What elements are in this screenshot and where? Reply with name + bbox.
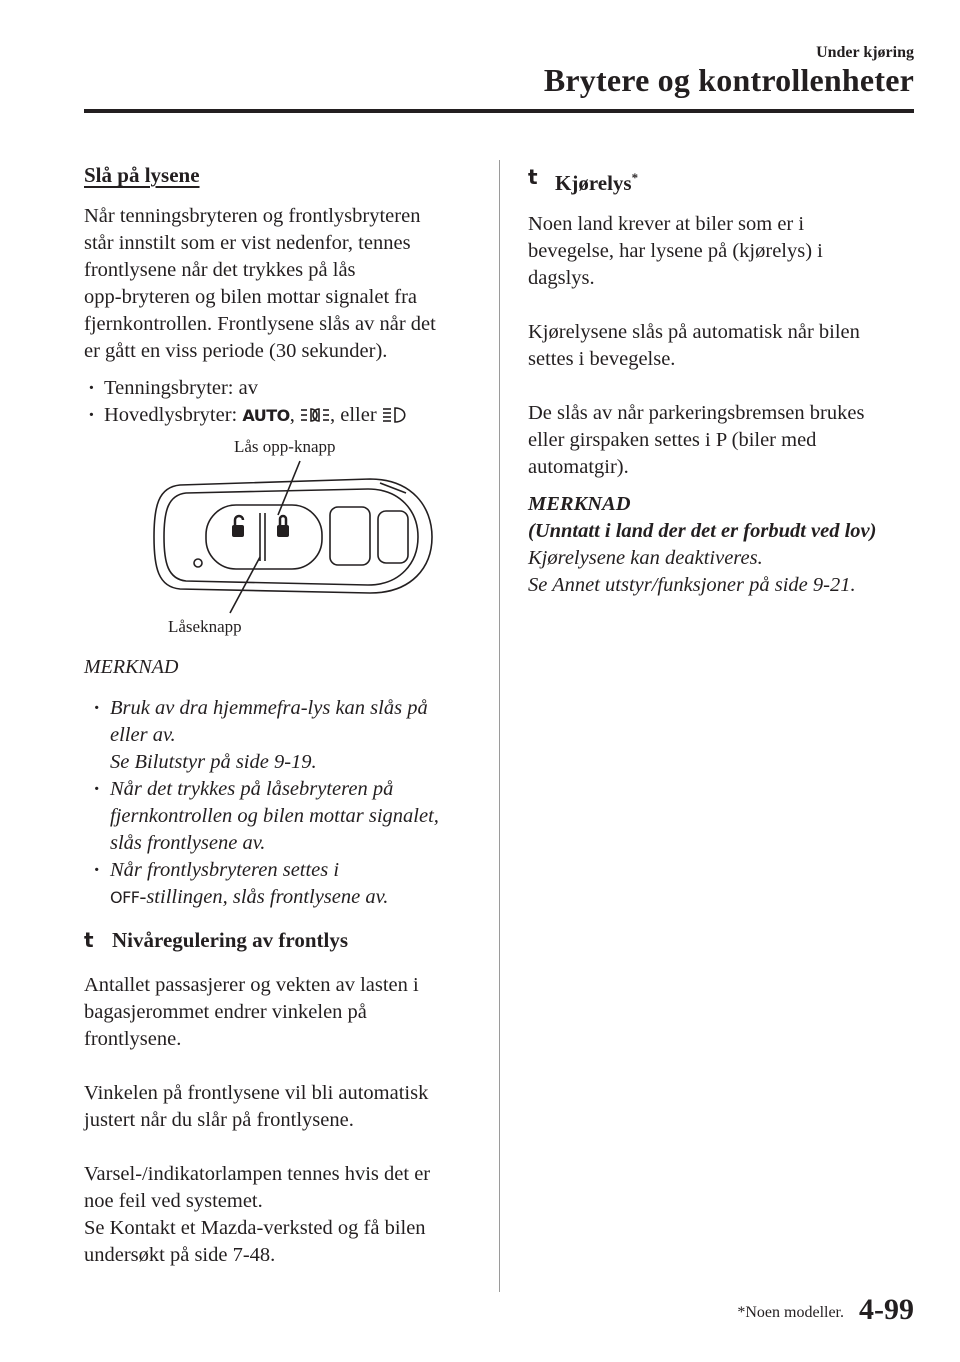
para-line: justert når du slår på frontlysene. xyxy=(84,1109,354,1131)
note-line: Kjørelysene kan deaktiveres. xyxy=(528,547,763,569)
para-line: Kjørelysene slås på automatisk når bilen xyxy=(528,321,860,343)
note-item: · Når frontlysbryteren settes i OFF-stillingen, slås frontlysene av. xyxy=(90,857,484,911)
key-fob-figure xyxy=(84,429,484,654)
bullet-headlight-switch: · Hovedlysbryter: AUTO, , eller xyxy=(84,402,484,429)
headlight-icon xyxy=(382,407,408,423)
header-rule xyxy=(84,109,914,113)
chapter-title: Under kjøring xyxy=(816,44,914,61)
heading-headlight-leveling: t Nivåregulering av frontlys xyxy=(84,928,349,952)
intro-line: opp-bryteren og bilen mottar signalet fra xyxy=(84,286,418,308)
section-mark-icon: t xyxy=(528,165,538,189)
para-line: settes i bevegelse. xyxy=(528,348,676,370)
key-fob-illustration xyxy=(150,457,440,617)
note-heading: MERKNAD xyxy=(528,493,631,515)
left-column xyxy=(84,162,484,1269)
unlock-button-label: Lås opp-knapp xyxy=(234,437,336,456)
note-subheading: (Unntatt i land der det er forbudt ved lov) xyxy=(528,520,877,542)
para-line: Se Kontakt et Mazda-verksted og få bilen xyxy=(84,1217,426,1239)
para-line: undersøkt på side 7-48. xyxy=(84,1244,276,1266)
note-heading: MERKNAD xyxy=(84,656,179,678)
heading-turn-on-lights: Slå på lysene xyxy=(84,163,200,187)
lock-button-label: Låseknapp xyxy=(168,617,242,636)
para-line: bagasjerommet endrer vinkelen på xyxy=(84,1001,367,1023)
page-number: 4-99 xyxy=(859,1293,914,1326)
bullet-ignition: · Tenningsbryter: av xyxy=(84,375,484,402)
para-line: Noen land krever at biler som er i xyxy=(528,213,805,235)
para-line: frontlysene. xyxy=(84,1028,182,1050)
intro-line: Når tenningsbryteren og frontlysbryteren xyxy=(84,205,421,227)
para-line: Vinkelen på frontlysene vil bli automatisk xyxy=(84,1082,429,1104)
para-line: Varsel-/indikatorlampen tennes hvis det er xyxy=(84,1163,431,1185)
footnote: *Noen modeller. xyxy=(737,1304,844,1321)
right-column xyxy=(528,164,928,599)
intro-line: fjernkontrollen. Frontlysene slås av når det xyxy=(84,313,436,335)
intro-line: er gått en viss periode (30 sekunder). xyxy=(84,340,388,362)
note-item: · Bruk av dra hjemmefra-lys kan slås på eller av. Se Bilutstyr på side 9-19. xyxy=(90,695,484,776)
para-line: bevegelse, har lysene på (kjørelys) i xyxy=(528,240,823,262)
column-divider xyxy=(499,160,500,1292)
para-line: automatgir). xyxy=(528,456,629,478)
note-item: · Når det trykkes på låsebryteren på fjernkontrollen og bilen mottar signalet, slås frontlysene av. xyxy=(90,776,484,857)
intro-line: står innstilt som er vist nedenfor, tennes xyxy=(84,232,411,254)
auto-symbol: AUTO xyxy=(242,406,290,425)
intro-line: frontlysene når det trykkes på lås xyxy=(84,259,356,281)
heading-daytime-running-lights: t Kjørelys* xyxy=(528,165,639,195)
para-line: dagslys. xyxy=(528,267,595,289)
para-line: De slås av når parkeringsbremsen brukes xyxy=(528,402,865,424)
parking-light-icon xyxy=(300,407,330,423)
para-line: noe feil ved systemet. xyxy=(84,1190,263,1212)
para-line: Antallet passasjerer og vekten av lasten i xyxy=(84,974,419,996)
section-title: Brytere og kontrollenheter xyxy=(543,62,914,98)
off-symbol: OFF xyxy=(110,888,140,907)
note-line: Se Annet utstyr/funksjoner på side 9-21. xyxy=(528,574,856,596)
para-line: eller girspaken settes i P (biler med xyxy=(528,429,817,451)
section-mark-icon: t xyxy=(84,928,94,952)
